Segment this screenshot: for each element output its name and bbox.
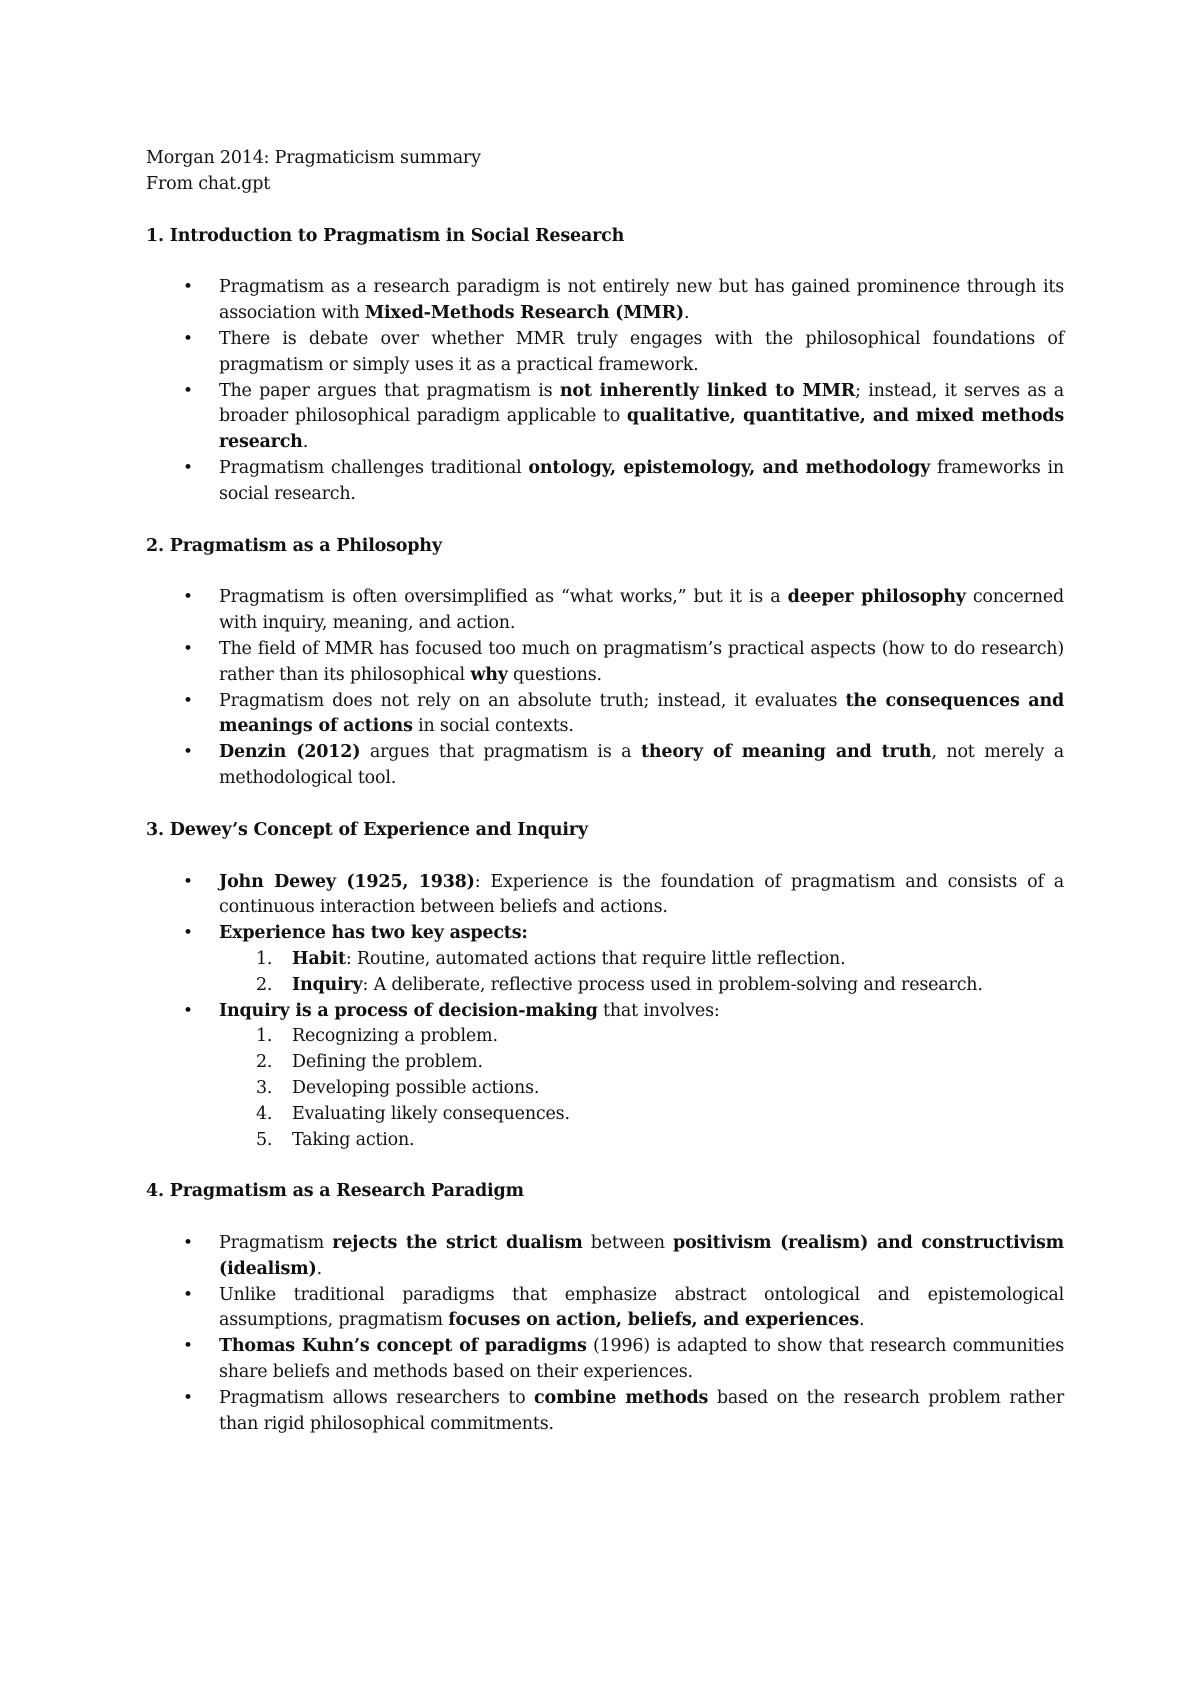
spacer bbox=[146, 559, 1064, 585]
list-item bbox=[146, 689, 1064, 741]
bullet-list bbox=[146, 585, 1064, 791]
spacer bbox=[146, 508, 1064, 534]
document-page bbox=[146, 146, 1064, 1437]
section-heading: 2. Pragmatism as a Philosophy bbox=[146, 535, 442, 556]
spacer bbox=[146, 844, 1064, 870]
item-text: , not merely a methodological tool. bbox=[219, 742, 1064, 788]
item-text: : Experience is the foundation of pragmatism and consists of a continuous interaction between beliefs and actions. bbox=[219, 871, 1064, 918]
bullet-list bbox=[146, 1231, 1064, 1437]
item-text: : A deliberate, reflective process used in problem-solving and research. bbox=[362, 974, 983, 995]
list-item bbox=[146, 1283, 1064, 1335]
item-text: Pragmatism is often oversimplified as “what works,” but it is a bbox=[219, 587, 788, 608]
list-item bbox=[146, 1386, 1064, 1438]
list-item bbox=[146, 1334, 1064, 1386]
item-emphasis: why bbox=[470, 664, 508, 685]
numbered-list bbox=[146, 947, 1064, 999]
item-text: . bbox=[316, 1258, 322, 1279]
item-text: Pragmatism bbox=[219, 1233, 333, 1254]
list-item bbox=[146, 740, 1064, 792]
numbered-item bbox=[146, 947, 1064, 973]
document-title: Morgan 2014: Pragmaticism summary bbox=[146, 148, 481, 168]
item-text: Defining the problem. bbox=[292, 1052, 483, 1073]
item-text: Unlike traditional paradigms that emphasize abstract ontological and epistemological assumptions, pragmatism bbox=[219, 1284, 1064, 1331]
item-emphasis: Experience has two key aspects: bbox=[219, 923, 528, 944]
item-text: The paper argues that pragmatism is bbox=[219, 380, 560, 401]
item-text: There is debate over whether MMR truly engages with the philosophical foundations of pragmatism or simply uses it as a practical framework. bbox=[219, 328, 1064, 375]
item-text: . bbox=[858, 1310, 865, 1331]
item-emphasis: Denzin (2012) bbox=[219, 742, 361, 763]
list-item bbox=[146, 1231, 1064, 1283]
item-text: in social contexts. bbox=[412, 716, 574, 737]
numbered-list bbox=[146, 1024, 1064, 1153]
item-text: Pragmatism challenges traditional bbox=[219, 457, 529, 478]
item-text: : Routine, automated actions that require little reflection. bbox=[345, 948, 846, 969]
numbered-item bbox=[146, 973, 1064, 999]
item-text: Recognizing a problem. bbox=[292, 1026, 498, 1047]
spacer bbox=[146, 1153, 1064, 1179]
numbered-item bbox=[146, 1102, 1064, 1128]
spacer bbox=[146, 792, 1064, 818]
list-item bbox=[146, 999, 1064, 1154]
item-emphasis: not inherently linked to MMR bbox=[559, 380, 856, 401]
bullet-list bbox=[146, 870, 1064, 1154]
item-emphasis: focuses on action, beliefs, and experiences bbox=[448, 1310, 859, 1331]
item-emphasis: theory of meaning and truth bbox=[640, 742, 932, 763]
item-number: 2. bbox=[256, 974, 273, 995]
item-number: 1. bbox=[256, 948, 273, 969]
item-text: between bbox=[582, 1233, 674, 1254]
item-number: 1. bbox=[256, 1026, 273, 1047]
item-emphasis: Habit bbox=[292, 948, 346, 969]
bullet-list bbox=[146, 275, 1064, 507]
list-item bbox=[146, 921, 1064, 998]
item-emphasis: rejects the strict dualism bbox=[332, 1233, 583, 1254]
item-emphasis: Inquiry is a process of decision-making bbox=[219, 1000, 598, 1021]
item-emphasis: qualitative, quantitative, and mixed methods research bbox=[219, 406, 1064, 453]
item-emphasis: combine methods bbox=[534, 1387, 709, 1408]
list-item bbox=[146, 870, 1064, 922]
item-number: 5. bbox=[256, 1129, 273, 1150]
list-item bbox=[146, 275, 1064, 327]
list-item bbox=[146, 379, 1064, 456]
list-item bbox=[146, 637, 1064, 689]
item-text: based on the research problem rather than rigid philosophical commitments. bbox=[219, 1387, 1064, 1434]
spacer bbox=[146, 198, 1064, 224]
spacer bbox=[146, 1205, 1064, 1231]
list-item bbox=[146, 327, 1064, 379]
section-heading: 4. Pragmatism as a Research Paradigm bbox=[146, 1181, 524, 1202]
item-emphasis: the consequences and meanings of actions bbox=[219, 690, 1064, 737]
numbered-item bbox=[146, 1050, 1064, 1076]
numbered-item bbox=[146, 1024, 1064, 1050]
item-text: Pragmatism as a research paradigm is not entirely new but has gained prominence through its association with bbox=[219, 277, 1064, 324]
item-text: frameworks in social research. bbox=[219, 457, 1064, 504]
item-text: Pragmatism does not rely on an absolute truth; instead, it evaluates bbox=[219, 690, 846, 711]
item-text: questions. bbox=[507, 664, 602, 685]
item-text: Developing possible actions. bbox=[292, 1077, 540, 1098]
item-number: 2. bbox=[256, 1052, 273, 1073]
numbered-item bbox=[146, 1076, 1064, 1102]
item-text: . bbox=[302, 432, 309, 453]
item-emphasis: Inquiry bbox=[292, 974, 363, 995]
item-text: ; instead, it serves as a broader philosophical paradigm applicable to bbox=[219, 380, 1064, 427]
numbered-item bbox=[146, 1128, 1064, 1154]
item-text: Pragmatism allows researchers to bbox=[219, 1387, 535, 1408]
section-heading: 1. Introduction to Pragmatism in Social Research bbox=[146, 225, 625, 246]
item-emphasis: Thomas Kuhn’s concept of paradigms bbox=[219, 1336, 587, 1357]
section-heading: 3. Dewey’s Concept of Experience and Inquiry bbox=[146, 819, 588, 840]
item-emphasis: Mixed-Methods Research (MMR) bbox=[364, 303, 685, 324]
item-emphasis: deeper philosophy bbox=[787, 587, 966, 608]
item-text: Evaluating likely consequences. bbox=[292, 1103, 570, 1124]
document-source: From chat.gpt bbox=[146, 173, 271, 194]
item-emphasis: John Dewey (1925, 1938) bbox=[219, 871, 475, 892]
item-text: argues that pragmatism is a bbox=[360, 742, 641, 763]
item-number: 3. bbox=[256, 1077, 273, 1098]
item-emphasis: ontology, epistemology, and methodology bbox=[528, 457, 931, 478]
item-text: (1996) is adapted to show that research communities share beliefs and methods based on their experiences. bbox=[219, 1336, 1065, 1383]
item-text: concerned with inquiry, meaning, and action. bbox=[219, 587, 1064, 634]
item-text: The field of MMR has focused too much on pragmatism’s practical aspects (how to do research) rather than its philosophical bbox=[219, 638, 1064, 685]
item-text: Taking action. bbox=[292, 1129, 415, 1150]
item-text: . bbox=[684, 303, 690, 324]
spacer bbox=[146, 249, 1064, 275]
item-number: 4. bbox=[256, 1103, 273, 1124]
list-item bbox=[146, 456, 1064, 508]
item-emphasis: positivism (realism) and constructivism (idealism) bbox=[219, 1233, 1064, 1279]
list-item bbox=[146, 585, 1064, 637]
item-text: that involves: bbox=[597, 1000, 720, 1021]
